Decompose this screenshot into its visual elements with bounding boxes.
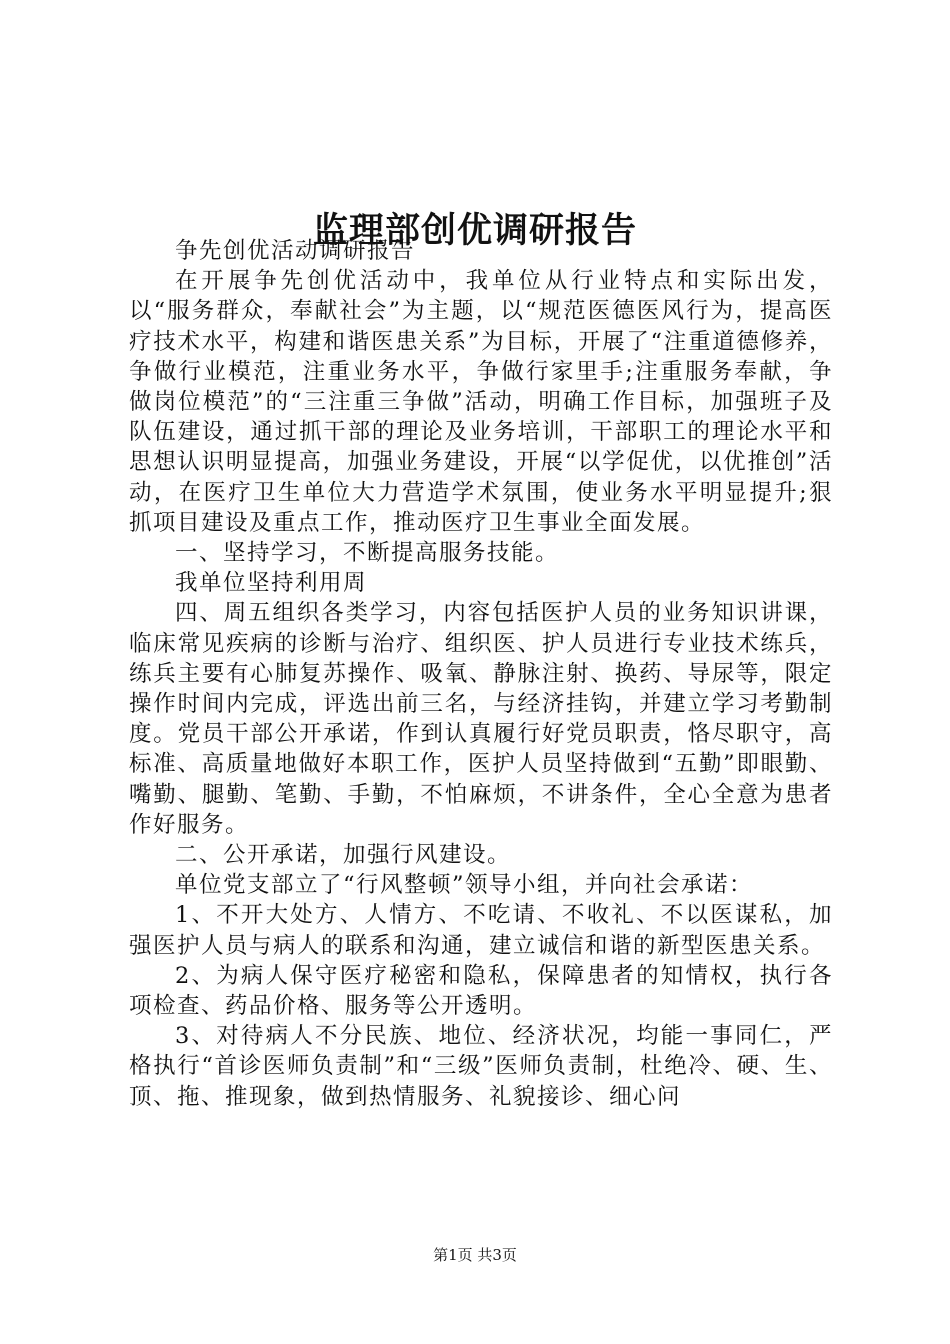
paragraph-intro: 在开展争先创优活动中，我单位从行业特点和实际出发，以“服务群众，奉献社会”为主题，以“规范医德医风行为，提高医疗技术水平，构建和谐医患关系”为目标，开展了“注重道德修养，争做行业模范，注重业务水平，争做行家里手;注重服务奉献，争做岗位模范”的“三注重三争做”活动，明确工作目标，加强班子及队伍建设，通过抓干部的理论及业务培训，干部职工的理论水平和思想认识明显提高，加强业务建设，开展“以学促优，以优推创”活动，在医疗卫生单位大力营造学术氛围，使业务水平明显提升;狠抓项目建设及重点工作，推动医疗卫生事业全面发展。 (129, 268, 833, 536)
list-item: 2、为病人保守医疗秘密和隐私，保障患者的知情权，执行各项检查、药品价格、服务等公开透明。 (129, 962, 833, 1020)
paragraph: 四、周五组织各类学习，内容包括医护人员的业务知识讲课，临床常见疾病的诊断与治疗、组织医、护人员进行专业技术练兵，练兵主要有心肺复苏操作、吸氧、静脉注射、换药、导尿等，限定操作时间内完成，评选出前三名，与经济挂钩，并建立学习考勤制度。党员干部公开承诺，作到认真履行好党员职责，恪尽职守，高标准、高质量地做好本职工作，医护人员坚持做到“五勤”即眼勤、嘴勤、腿勤、笔勤、手勤，不怕麻烦，不讲条件，全心全意为患者作好服务。 (129, 600, 833, 838)
section-heading-1: 一、坚持学习，不断提高服务技能。 (175, 540, 560, 567)
page-title: 监理部创优调研报告 (312, 210, 637, 252)
paragraph-subtitle: 争先创优活动调研报告 (175, 238, 416, 264)
list-item: 1、不开大处方、人情方、不吃请、不收礼、不以医谋私，加强医护人员与病人的联系和沟通，建立诚信和谐的新型医患关系。 (129, 902, 833, 959)
document-body (129, 236, 833, 1112)
paragraph: 单位党支部立了“行风整顿”领导小组，并向社会承诺： (175, 872, 754, 899)
page-footer: 第1页 共3页 (433, 1246, 517, 1264)
list-item: 3、对待病人不分民族、地位、经济状况，均能一事同仁，严格执行“首诊医师负责制”和“三级”医师负责制，杜绝冷、硬、生、顶、拖、推现象，做到热情服务、礼貌接诊、细心问 (129, 1023, 833, 1110)
paragraph: 我单位坚持利用周 (175, 570, 368, 597)
section-heading-2: 二、公开承诺，加强行风建设。 (175, 842, 512, 869)
